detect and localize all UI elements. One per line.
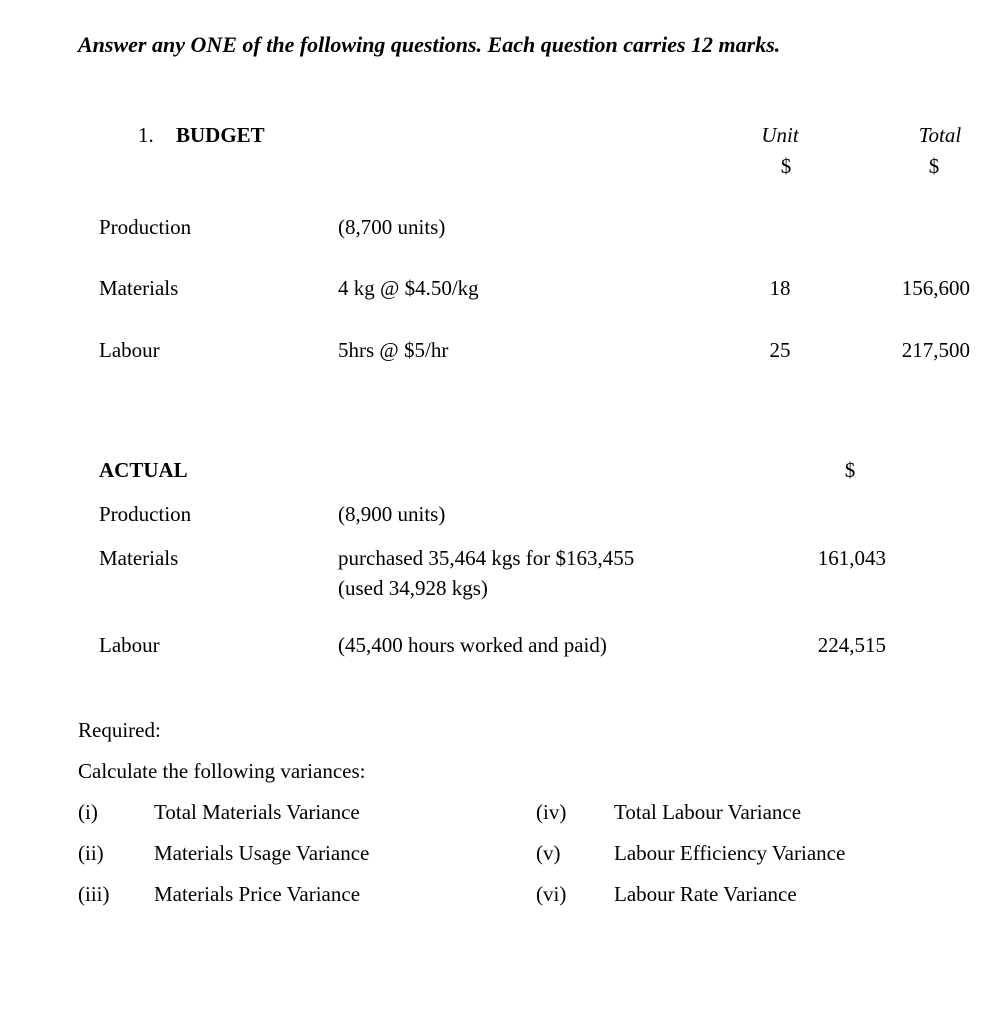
actual-production-detail: (8,900 units) xyxy=(338,502,446,526)
variance-item-number: (iii) xyxy=(78,882,110,906)
actual-title: ACTUAL xyxy=(99,458,188,482)
budget-production-label: Production xyxy=(99,215,192,239)
actual-materials-detail: purchased 35,464 kgs for $163,455 xyxy=(338,546,635,570)
budget-labour-total: 217,500 xyxy=(901,338,970,362)
variance-item-text: Materials Usage Variance xyxy=(154,841,370,865)
instruction-heading: Answer any ONE of the following questions. Each question carries 12 marks. xyxy=(78,32,781,57)
actual-labour-detail: (45,400 hours worked and paid) xyxy=(338,633,607,657)
total-currency-header: $ xyxy=(928,154,940,178)
actual-materials-label: Materials xyxy=(99,546,179,570)
actual-materials-amount: 161,043 xyxy=(817,546,886,570)
budget-title: BUDGET xyxy=(176,123,265,147)
variance-item-text: Total Labour Variance xyxy=(614,800,802,824)
total-column-header: Total xyxy=(918,123,962,147)
actual-production-label: Production xyxy=(99,502,192,526)
variance-item-number: (vi) xyxy=(536,882,567,906)
budget-materials-detail: 4 kg @ $4.50/kg xyxy=(338,276,479,300)
budget-materials-total: 156,600 xyxy=(901,276,970,300)
variance-item-text: Labour Rate Variance xyxy=(614,882,797,906)
required-prompt: Calculate the following variances: xyxy=(78,759,366,783)
budget-labour-label: Labour xyxy=(99,338,160,362)
budget-production-detail: (8,700 units) xyxy=(338,215,446,239)
actual-labour-label: Labour xyxy=(99,633,160,657)
variance-item-text: Labour Efficiency Variance xyxy=(614,841,846,865)
variance-item-text: Materials Price Variance xyxy=(154,882,361,906)
budget-labour-unit: 25 xyxy=(769,338,791,362)
question-number: 1. xyxy=(138,123,154,147)
variance-item-number: (i) xyxy=(78,800,98,824)
actual-materials-detail-used: (used 34,928 kgs) xyxy=(338,576,488,600)
actual-labour-amount: 224,515 xyxy=(817,633,886,657)
variance-item-number: (v) xyxy=(536,841,561,865)
unit-currency-header: $ xyxy=(780,154,792,178)
actual-currency-header: $ xyxy=(844,458,856,482)
required-label: Required: xyxy=(78,718,161,742)
variance-item-text: Total Materials Variance xyxy=(154,800,360,824)
budget-materials-unit: 18 xyxy=(769,276,791,300)
variance-item-number: (iv) xyxy=(536,800,567,824)
unit-column-header: Unit xyxy=(761,123,799,147)
budget-labour-detail: 5hrs @ $5/hr xyxy=(338,338,449,362)
variance-item-number: (ii) xyxy=(78,841,104,865)
budget-materials-label: Materials xyxy=(99,276,179,300)
